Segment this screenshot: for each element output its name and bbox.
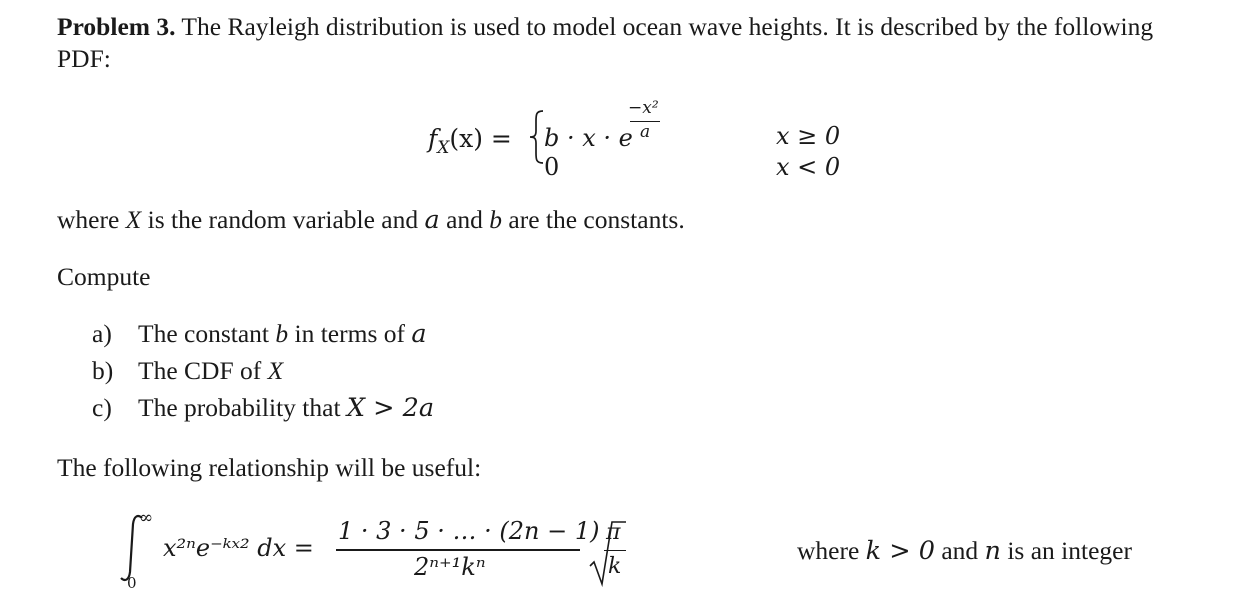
where-text-2: is the random variable and xyxy=(141,205,425,234)
item-math-X: X xyxy=(267,356,284,385)
item-text-2: in terms of xyxy=(288,319,412,348)
integral-rhs-bar xyxy=(336,549,580,551)
sqrt-denominator: k xyxy=(608,554,622,579)
integral-rhs-numerator: 1 · 3 · 5 · … · (2n − 1) xyxy=(338,517,600,545)
integral-note xyxy=(797,536,1132,566)
pdf-sub: X xyxy=(437,138,450,158)
note-text-3: is an integer xyxy=(1000,536,1132,565)
pdf-exp-num: −x² xyxy=(628,98,659,118)
where-b: b xyxy=(489,205,503,234)
problem-line-2: PDF: xyxy=(57,44,111,73)
pdf-f: f xyxy=(428,124,438,153)
note-text-1: where xyxy=(797,536,866,565)
item-math-a: a xyxy=(411,319,427,349)
problem-title: Problem 3. xyxy=(57,12,176,41)
item-math-b: b xyxy=(275,319,289,348)
integral-rhs-denominator: 2ⁿ⁺¹kⁿ xyxy=(414,553,486,581)
where-text-1: where xyxy=(57,205,126,234)
pdf-exp-den: a xyxy=(640,122,651,142)
list-item-c xyxy=(92,393,434,423)
problem-intro: The Rayleigh distribution is used to model ocean wave heights. It is described by the following xyxy=(175,12,1154,41)
item-text: The constant xyxy=(138,319,276,348)
pdf-cond1: x ≥ 0 xyxy=(776,122,841,150)
where-text-3: and xyxy=(439,205,490,234)
integral-upper: ∞ xyxy=(139,508,154,528)
pdf-arg: (x) = xyxy=(449,124,512,153)
note-n: n xyxy=(984,536,1001,566)
integrand: x²ⁿe⁻ᵏˣ² dx = xyxy=(163,534,314,562)
problem-line-1 xyxy=(57,12,1153,42)
item-label: c) xyxy=(92,393,112,422)
pdf-case2: 0 xyxy=(544,153,560,181)
list-item-a xyxy=(92,319,427,349)
compute-label: Compute xyxy=(57,262,151,291)
pdf-cond2: x < 0 xyxy=(776,153,841,181)
item-label: a) xyxy=(92,319,112,348)
item-math-condition: X > 2a xyxy=(346,393,435,423)
item-text: The CDF of xyxy=(138,356,268,385)
sqrt-numerator: π xyxy=(606,520,621,545)
where-X: X xyxy=(125,205,142,234)
where-text-4: are the constants. xyxy=(502,205,685,234)
item-text: The probability that xyxy=(138,393,347,422)
relationship-label: The following relationship will be useful: xyxy=(57,453,482,482)
sqrt-bar xyxy=(604,550,626,551)
item-label: b) xyxy=(92,356,114,385)
pdf-case1: b · x · e xyxy=(544,124,633,152)
pdf-lhs xyxy=(428,124,512,158)
where-a: a xyxy=(424,205,440,235)
note-text-2: and xyxy=(934,536,985,565)
list-item-b xyxy=(92,356,283,386)
note-k: k > 0 xyxy=(865,536,935,566)
where-line xyxy=(57,205,685,235)
integral-lower: 0 xyxy=(127,574,137,592)
